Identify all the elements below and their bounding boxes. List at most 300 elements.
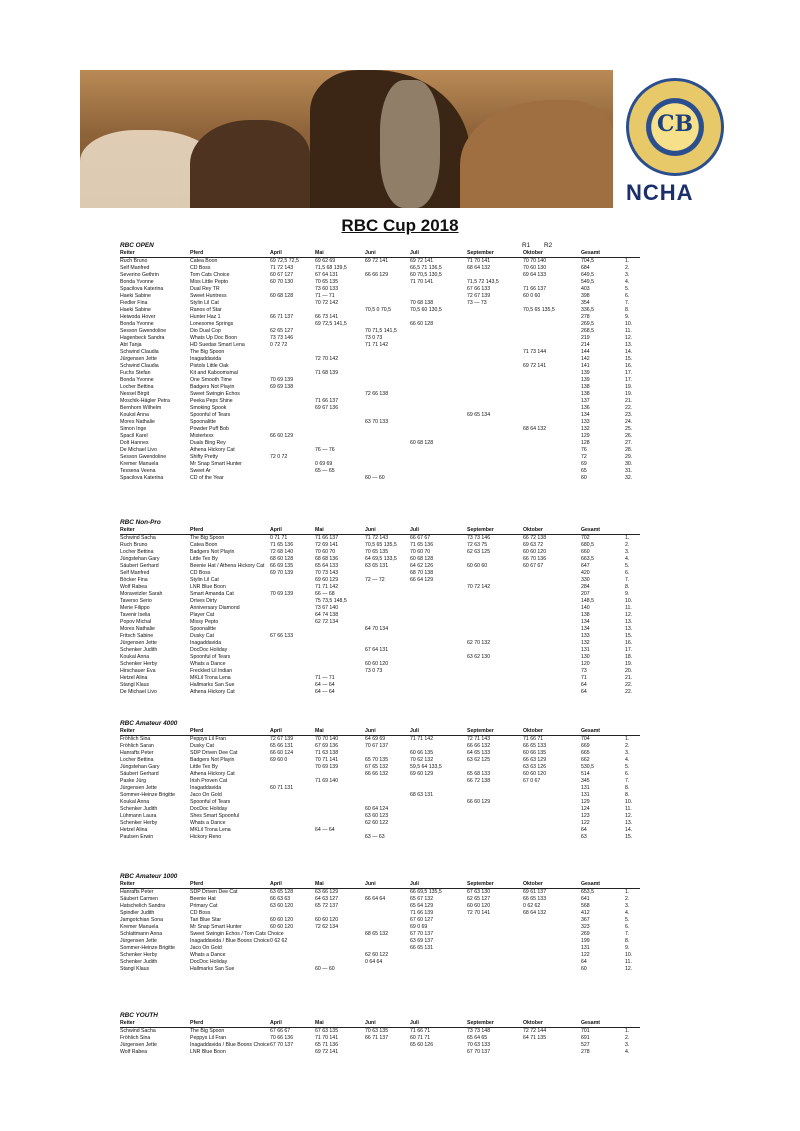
table-cell: Jürgensen Jette: [120, 1042, 157, 1048]
table-row: [120, 426, 640, 433]
table-cell: 21.: [625, 398, 633, 404]
table-cell: 63 60 120: [270, 903, 294, 909]
table-cell: 7.: [625, 931, 630, 937]
table-cell: Tavenir Iselia: [120, 612, 151, 618]
table-cell: Taverso Serio: [120, 598, 152, 604]
table-row: [120, 633, 640, 640]
table-cell: Schlattmann Anna: [120, 931, 163, 937]
table-cell: 66 65 131: [410, 945, 434, 951]
table-cell: 65 68 133: [467, 771, 491, 777]
table-cell: 65 60 126: [410, 1042, 434, 1048]
table-cell: Merie Filippo: [120, 605, 150, 611]
table-cell: 3.: [625, 750, 630, 756]
table-cell: 66 — 68: [315, 591, 335, 597]
table-cell: 66 60 129: [467, 799, 491, 805]
table-cell: 13.: [625, 342, 633, 348]
table-cell: 62 60 122: [365, 952, 389, 958]
table-cell: 20.: [625, 668, 633, 674]
table-cell: 71 66 139: [410, 910, 434, 916]
column-header: September: [467, 527, 494, 533]
column-header: Juni: [365, 1020, 376, 1026]
table-cell: LNR Blue Boon: [190, 1049, 226, 1055]
table-cell: 60 71 71: [410, 1035, 431, 1041]
table-cell: 70 68 138: [410, 300, 434, 306]
table-cell: Shes Smart Spoonful: [190, 813, 240, 819]
table-cell: 72 67 139: [467, 293, 491, 299]
table-cell: 60 71 131: [270, 785, 294, 791]
table-cell: 66 73 141: [315, 314, 339, 320]
table-cell: 60 64 124: [365, 806, 389, 812]
table-cell: 60 60 120: [365, 661, 389, 667]
section-title: [120, 519, 640, 527]
table-cell: Spacilova Katerina: [120, 286, 164, 292]
table-cell: 68 68 136: [315, 556, 339, 562]
table-cell: Little Tex By: [190, 764, 218, 770]
table-cell: 132: [581, 426, 590, 432]
table-cell: Beenie Hat / Athena Hickory Cat: [190, 563, 265, 569]
table-cell: Dusky Cat: [190, 633, 214, 639]
table-cell: 72 67 139: [270, 736, 294, 742]
table-cell: 7.: [625, 300, 630, 306]
table-cell: Bonda Yvonne: [120, 321, 154, 327]
table-cell: Schenker Herby: [120, 661, 158, 667]
table-cell: 62 60 122: [365, 820, 389, 826]
table-cell: 60 68 128: [410, 440, 434, 446]
table-cell: 31.: [625, 468, 633, 474]
table-cell: 72 69 141: [315, 542, 339, 548]
table-row: [120, 938, 640, 945]
table-cell: 269,5: [581, 321, 594, 327]
column-header: April: [270, 881, 282, 887]
table-cell: 71 68 139: [315, 370, 339, 376]
table-cell: 69: [581, 461, 587, 467]
table-row: [120, 640, 640, 647]
column-header: Pferd: [190, 881, 204, 887]
table-cell: Dual Rey TR: [190, 286, 220, 292]
table-cell: 330: [581, 577, 590, 583]
table-cell: 131: [581, 945, 590, 951]
table-cell: 72 66 138: [365, 391, 389, 397]
table-cell: Missy Pepto: [190, 619, 219, 625]
ncha-logo: CB NCHA: [620, 78, 730, 208]
table-cell: 65 71 136: [315, 1042, 339, 1048]
table-cell: 26.: [625, 433, 633, 439]
table-cell: 66 60 128: [410, 321, 434, 327]
table-cell: Böcker Fina: [120, 577, 148, 583]
table-cell: 219: [581, 335, 590, 341]
column-header: Pferd: [190, 250, 204, 256]
table-cell: Hunter Haz 1: [190, 314, 221, 320]
table-cell: Fuchs Stefan: [120, 370, 151, 376]
table-cell: 66 71 137: [365, 1035, 389, 1041]
table-cell: 67 66 133: [467, 286, 491, 292]
table-cell: Peeka Peps Shine: [190, 398, 233, 404]
table-cell: 420: [581, 570, 590, 576]
table-cell: 65 70 135: [365, 757, 389, 763]
table-cell: 68 64 132: [523, 910, 547, 916]
table-cell: Sweet Swingin Echos / Tom Cats Choice: [190, 931, 284, 937]
table-cell: Paske Jürg: [120, 778, 146, 784]
table-cell: 278: [581, 1049, 590, 1055]
table-cell: Lühmann Laura: [120, 813, 157, 819]
table-row: [120, 584, 640, 591]
table-cell: 138: [581, 391, 590, 397]
table-cell: 71 66 71: [523, 736, 544, 742]
table-cell: Powder Puff Bob: [190, 426, 229, 432]
table-row: [120, 335, 640, 342]
table-cell: 403: [581, 286, 590, 292]
table-cell: 67 66 67: [270, 1028, 291, 1034]
table-cell: 129: [581, 799, 590, 805]
table-cell: 71 73 144: [523, 349, 547, 355]
table-row: [120, 384, 640, 391]
column-header: April: [270, 1020, 282, 1026]
table-cell: 131: [581, 647, 590, 653]
table-cell: 69 60 0: [270, 757, 288, 763]
table-cell: 22.: [625, 682, 633, 688]
table-cell: Mores Nathalie: [120, 419, 155, 425]
table-cell: 134: [581, 626, 590, 632]
table-cell: 7.: [625, 778, 630, 784]
table-cell: 12.: [625, 813, 633, 819]
section-1: [120, 519, 640, 696]
table-cell: Sommer-Heinze Brigitte: [120, 792, 176, 798]
table-cell: CD of the Year: [190, 475, 224, 481]
table-cell: 2.: [625, 265, 630, 271]
column-header: April: [270, 250, 282, 256]
table-cell: 64: [581, 682, 587, 688]
table-cell: 71,5 68 139,5: [315, 265, 347, 271]
table-cell: 70 62 132: [410, 757, 434, 763]
table-row: [120, 668, 640, 675]
table-cell: 10.: [625, 952, 633, 958]
table-cell: 60 60 120: [523, 549, 547, 555]
table-cell: 70 63 133: [467, 1042, 491, 1048]
column-header: Pferd: [190, 728, 204, 734]
table-cell: 139: [581, 377, 590, 383]
table-cell: 8.: [625, 584, 630, 590]
table-cell: Säubert Gerhard: [120, 771, 159, 777]
table-cell: 641: [581, 896, 590, 902]
table-cell: 71 71 142: [315, 584, 339, 590]
table-row: [120, 764, 640, 771]
table-cell: 68 70 138: [410, 570, 434, 576]
table-cell: 63 62 125: [467, 757, 491, 763]
table-cell: Bernhorn Wilhelm: [120, 405, 162, 411]
table-row: [120, 570, 640, 577]
table-row: [120, 896, 640, 903]
table-cell: 0 72 72: [270, 342, 288, 348]
table-cell: 63 65 131: [365, 563, 389, 569]
column-header: Gesamt: [581, 527, 601, 533]
table-row: [120, 412, 640, 419]
table-cell: Hagenbeck Sandra: [120, 335, 165, 341]
column-header: Reiter: [120, 527, 135, 533]
table-cell: 25.: [625, 426, 633, 432]
table-cell: 67 65 132: [365, 764, 389, 770]
table-row: [120, 349, 640, 356]
table-cell: 19.: [625, 661, 633, 667]
table-row: [120, 1049, 640, 1056]
table-row: [120, 563, 640, 570]
table-cell: 73 73 148: [467, 1028, 491, 1034]
table-cell: Ruch Bruno: [120, 258, 148, 264]
table-cell: Haeki Sabine: [120, 293, 151, 299]
table-cell: Hanrafts Peter: [120, 889, 154, 895]
table-cell: Fröhlich Sina: [120, 1035, 151, 1041]
table-cell: Anniversary Diamond: [190, 605, 240, 611]
section-0: [120, 242, 640, 482]
table-cell: 15.: [625, 834, 633, 840]
table-cell: 32.: [625, 475, 633, 481]
table-cell: 60 — 60: [365, 475, 385, 481]
table-cell: 66 66 132: [365, 771, 389, 777]
table-cell: 123: [581, 813, 590, 819]
table-cell: 10.: [625, 598, 633, 604]
table-cell: 64 71 135: [523, 1035, 547, 1041]
table-cell: 3.: [625, 1042, 630, 1048]
table-cell: Spoonful of Tears: [190, 799, 231, 805]
table-cell: 65: [581, 468, 587, 474]
table-cell: 73 67 140: [315, 605, 339, 611]
table-cell: Inagaddavida: [190, 640, 222, 646]
table-cell: Schwind Sacha: [120, 1028, 156, 1034]
table-cell: 73 73 146: [467, 535, 491, 541]
table-row: [120, 785, 640, 792]
table-cell: 16.: [625, 640, 633, 646]
table-cell: Kit and Kaboomsmal: [190, 370, 238, 376]
table-row: [120, 454, 640, 461]
table-cell: 69 69 138: [270, 384, 294, 390]
table-cell: Athena Hickory Cat: [190, 447, 235, 453]
table-cell: Badgers Not Playin: [190, 384, 235, 390]
column-header: Juli: [410, 250, 419, 256]
table-header: [120, 881, 640, 889]
table-cell: 122: [581, 820, 590, 826]
table-cell: 16.: [625, 363, 633, 369]
table-cell: Locher Bettina: [120, 384, 154, 390]
table-cell: 64 63 127: [315, 896, 339, 902]
table-cell: 66 70 136: [523, 556, 547, 562]
table-row: [120, 757, 640, 764]
table-cell: 68 63 131: [410, 792, 434, 798]
table-cell: 71 66 137: [315, 535, 339, 541]
table-cell: 60: [581, 475, 587, 481]
table-cell: 17.: [625, 370, 633, 376]
table-cell: Kremer Manuela: [120, 924, 159, 930]
table-cell: 129: [581, 433, 590, 439]
table-cell: 138: [581, 384, 590, 390]
table-row: [120, 591, 640, 598]
section-title-text: RBC YOUTH: [120, 1012, 158, 1019]
table-cell: 66 65 133: [523, 896, 547, 902]
table-cell: 70 70 140: [523, 258, 547, 264]
section-title-text: RBC Non-Pro: [120, 519, 161, 526]
table-cell: Primary Cat: [190, 903, 218, 909]
table-cell: Koukal Anna: [120, 799, 150, 805]
column-header: September: [467, 881, 494, 887]
table-cell: 29.: [625, 454, 633, 460]
table-cell: 60 67 127: [270, 272, 294, 278]
table-cell: 568: [581, 903, 590, 909]
table-cell: Inagaddavida / Blue Boons Choice: [190, 1042, 270, 1048]
table-cell: 30.: [625, 461, 633, 467]
table-cell: Säubert Gerhard: [120, 563, 159, 569]
table-cell: 14.: [625, 827, 633, 833]
table-cell: 72 63 75: [467, 542, 488, 548]
table-row: [120, 813, 640, 820]
table-cell: 60 68 128: [270, 293, 294, 299]
table-cell: 704,5: [581, 258, 594, 264]
table-cell: 66 66 132: [467, 743, 491, 749]
table-cell: DocDoc Holiday: [190, 647, 228, 653]
table-cell: 62 72 134: [315, 619, 339, 625]
table-cell: Hallmarks San Sue: [190, 682, 235, 688]
table-cell: 8.: [625, 785, 630, 791]
table-cell: 691: [581, 1035, 590, 1041]
table-cell: 71: [581, 675, 587, 681]
table-cell: Sweet Huntress: [190, 293, 227, 299]
table-cell: 0 62 62: [523, 903, 541, 909]
page-title: RBC Cup 2018: [341, 216, 459, 235]
table-cell: The Big Spoon: [190, 1028, 225, 1034]
table-cell: Jaco On Gold: [190, 945, 222, 951]
table-cell: 412: [581, 910, 590, 916]
table-cell: 64 62 126: [410, 563, 434, 569]
column-header: Oktober: [523, 881, 543, 887]
table-cell: 71 72 143: [365, 535, 389, 541]
table-cell: 662: [581, 757, 590, 763]
table-cell: Fröhlich Saran: [120, 743, 154, 749]
table-cell: 704: [581, 736, 590, 742]
table-cell: Smoking Spook: [190, 405, 227, 411]
table-cell: 64: [581, 959, 587, 965]
section-title-text: RBC Amateur 1000: [120, 873, 178, 880]
table-cell: 64 69 69: [365, 736, 386, 742]
table-row: [120, 286, 640, 293]
table-cell: 21.: [625, 675, 633, 681]
table-cell: 131: [581, 785, 590, 791]
table-cell: 76: [581, 447, 587, 453]
table-cell: 6.: [625, 570, 630, 576]
column-header: Oktober: [523, 728, 543, 734]
table-row: [120, 966, 640, 973]
table-cell: MKLil Trona Lena: [190, 675, 231, 681]
table-cell: 75 73,5 148,5: [315, 598, 347, 604]
table-cell: De Michael Livo: [120, 447, 157, 453]
table-cell: 278: [581, 314, 590, 320]
table-cell: 72 62 134: [315, 924, 339, 930]
table-cell: 214: [581, 342, 590, 348]
table-cell: 71 72 143: [270, 265, 294, 271]
table-cell: 70 71,5 141,5: [365, 328, 397, 334]
table-cell: 120: [581, 661, 590, 667]
table-cell: 0 69 69: [315, 461, 333, 467]
column-header: Oktober: [523, 250, 543, 256]
table-row: [120, 577, 640, 584]
table-cell: Sweet Ar: [190, 468, 211, 474]
table-cell: Jamgotchian Sona: [120, 917, 163, 923]
table-cell: 15.: [625, 356, 633, 362]
table-cell: 60 60 120: [270, 924, 294, 930]
table-cell: 1.: [625, 736, 630, 742]
table-cell: 17.: [625, 377, 633, 383]
table-cell: Inagaddavida: [190, 356, 222, 362]
section-2: [120, 720, 640, 841]
table-cell: 70 63 135: [365, 1028, 389, 1034]
table-cell: 76 — 76: [315, 447, 335, 453]
table-row: [120, 945, 640, 952]
table-cell: 65 64 133: [315, 563, 339, 569]
column-header: Oktober: [523, 1020, 543, 1026]
table-cell: Spoonful of Tears: [190, 654, 231, 660]
table-cell: Abt Tanja: [120, 342, 142, 348]
table-cell: 63 — 63: [365, 834, 385, 840]
table-cell: 65 64 129: [410, 903, 434, 909]
table-cell: 70,5 65 135,5: [365, 542, 397, 548]
table-cell: 69 0 69: [410, 924, 428, 930]
table-cell: 71 71 142: [365, 342, 389, 348]
table-cell: 139: [581, 370, 590, 376]
table-cell: Moravetzler Sarah: [120, 591, 163, 597]
table-cell: Hanrafts Peter: [120, 750, 154, 756]
table-cell: 70 69 139: [270, 591, 294, 597]
column-header: Juli: [410, 881, 419, 887]
table-cell: Peppys Lil Fran: [190, 1035, 227, 1041]
table-cell: Simon Inge: [120, 426, 147, 432]
table-cell: 136: [581, 405, 590, 411]
table-cell: Mistertexx: [190, 433, 214, 439]
table-cell: Badgers Not Playin: [190, 757, 235, 763]
table-row: [120, 342, 640, 349]
table-row: [120, 1035, 640, 1042]
table-cell: Peppys Lil Fran: [190, 736, 227, 742]
table-cell: 142: [581, 356, 590, 362]
table-row: [120, 612, 640, 619]
table-cell: 73 0 73: [365, 668, 383, 674]
table-cell: 64: [581, 827, 587, 833]
table-cell: Jürgensen Jette: [120, 785, 157, 791]
table-cell: Drives Dirty: [190, 598, 217, 604]
table-cell: 72 71 143: [467, 736, 491, 742]
table-cell: 60 60 60: [467, 563, 488, 569]
column-header: Oktober: [523, 527, 543, 533]
table-cell: 60 70,5 130,5: [410, 272, 442, 278]
column-header: Juli: [410, 1020, 419, 1026]
table-cell: 62 70 132: [467, 640, 491, 646]
table-row: [120, 619, 640, 626]
column-header: Mai: [315, 881, 324, 887]
table-cell: 67 63 130: [467, 889, 491, 895]
table-cell: 70 72 142: [315, 300, 339, 306]
table-cell: Badgers Not Playin: [190, 549, 235, 555]
table-cell: 63 60 123: [365, 813, 389, 819]
table-row: [120, 461, 640, 468]
table-cell: 6.: [625, 771, 630, 777]
table-cell: 530,5: [581, 764, 594, 770]
table-cell: 70 65 135: [315, 279, 339, 285]
table-cell: 137: [581, 398, 590, 404]
table-cell: 12.: [625, 612, 633, 618]
table-cell: Spacilova Katerina: [120, 475, 164, 481]
table-cell: 66 69 135: [270, 563, 294, 569]
table-cell: Moschik-Hägler Petra: [120, 398, 170, 404]
table-cell: 67 70 137: [410, 931, 434, 937]
table-row: [120, 806, 640, 813]
table-cell: 60 68 128: [410, 556, 434, 562]
table-cell: 68 60 128: [270, 556, 294, 562]
table-cell: 72 72 144: [523, 1028, 547, 1034]
